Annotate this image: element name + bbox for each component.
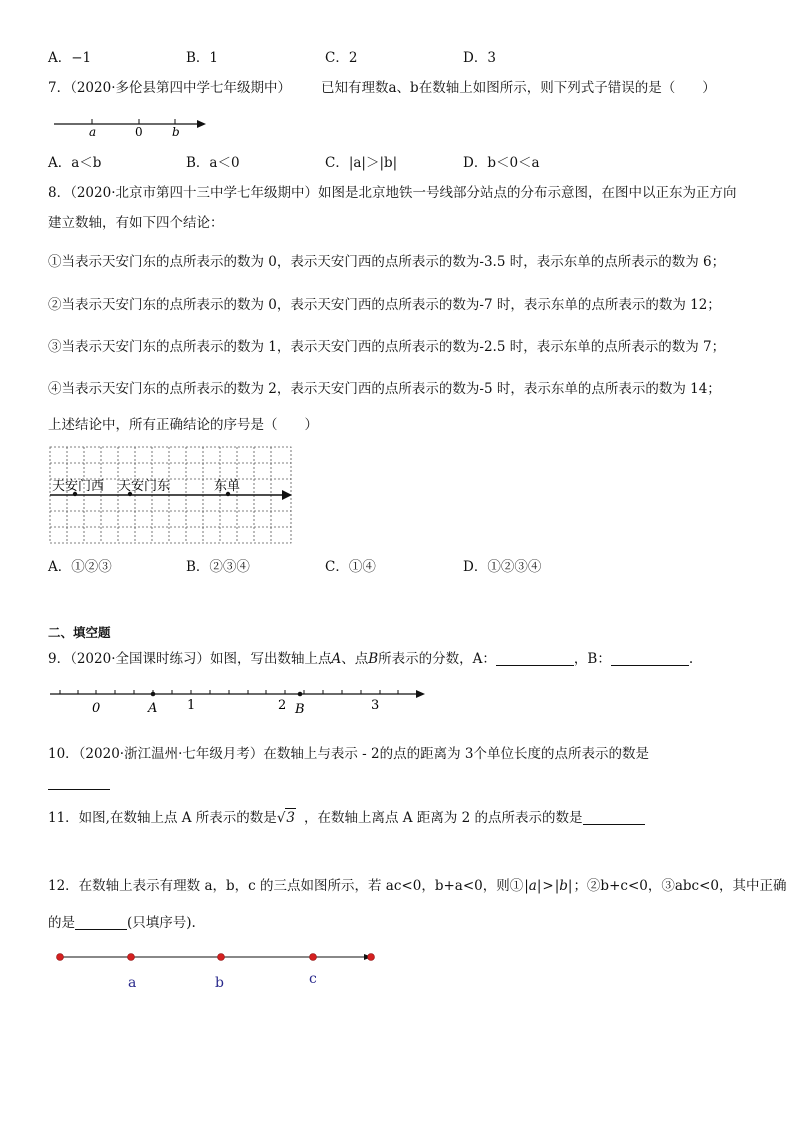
- q12-abs-a: |a|: [524, 878, 542, 894]
- q8-option-a: A．①②③: [48, 559, 112, 575]
- q7-axis-label-zero: 0: [135, 125, 143, 139]
- q9-mid2: 所表示的分数，A：: [378, 651, 496, 667]
- q8-conclusion-3: ③当表示天安门东的点所表示的数为 1，表示天安门西的点所表示的数为-2.5 时，表示东单的点所表示的数为 7；: [48, 339, 726, 355]
- q8-conclusion-4: ④当表示天安门东的点所表示的数为 2，表示天安门西的点所表示的数为-5 时，表示东单的点所表示的数为 14；: [48, 381, 721, 397]
- q9-axis-label-b: B: [295, 702, 305, 717]
- section-2-heading: 二、填空题: [48, 625, 111, 640]
- q6-option-b: B．1: [186, 50, 219, 66]
- q8-stem-line2: 建立数轴，有如下四个结论：: [48, 215, 224, 231]
- q8-option-c: C．①④: [325, 559, 376, 575]
- q8-option-b: B．②③④: [186, 559, 250, 575]
- q12-point-right-end: [368, 954, 375, 961]
- q12-abs-b: |b|: [554, 878, 573, 894]
- q9-axis-label-a: A: [148, 701, 158, 716]
- q8-number: 8．: [48, 185, 71, 201]
- q11-post: ，在数轴上离点 A 距离为 2 的点所表示的数是: [304, 810, 583, 826]
- q8-conclusion-2: ②当表示天安门东的点所表示的数为 0，表示天安门西的点所表示的数为-7 时，表示东单的点所表示的数为 12；: [48, 297, 721, 313]
- q8-source: （2020·北京市第四十三中学七年级期中）: [70, 185, 318, 201]
- q7-option-d: D．b＜0＜a: [463, 155, 540, 171]
- sqrt-sign: √: [276, 810, 286, 826]
- q7-option-c: C．|a|＞|b|: [325, 155, 398, 171]
- q12-line2-pre: 的是: [48, 915, 75, 931]
- q8-station-east: 天安门东: [118, 479, 171, 494]
- q7-option-a: A．a＜b: [48, 155, 102, 171]
- sqrt-value: 3: [286, 810, 296, 826]
- q9-prefix: 9．（2020·全国课时练习）如图，写出数轴上点: [48, 651, 332, 667]
- q7-option-b: B．a＜0: [186, 155, 240, 171]
- q9-axis-label-three: 3: [371, 698, 380, 713]
- q12-pre: 12．在数轴上表示有理数 a，b，c 的三点如图所示，若 ac<0，b+a<0，则①: [48, 878, 524, 894]
- q7-source: （2020·多伦县第四中学七年级期中）: [70, 80, 291, 96]
- q9-axis-label-zero: 0: [92, 701, 101, 716]
- q9-mid1: 、点: [341, 651, 369, 667]
- q7-number: 7．: [48, 80, 71, 96]
- q8-option-d: D．①②③④: [463, 559, 542, 575]
- q9-point-a: A: [331, 651, 342, 667]
- q12-axis-label-c: c: [309, 971, 317, 987]
- q6-option-c: C．2: [325, 50, 358, 66]
- q9-mid3: ，B：: [573, 651, 611, 667]
- q7-text: 已知有理数a、b在数轴上如图所示，则下列式子错误的是（ ）: [321, 80, 716, 96]
- q12-line2-post: (只填序号).: [127, 915, 196, 931]
- q11-pre: 11．如图,在数轴上点 A 所表示的数是: [48, 810, 277, 826]
- q6-option-d: D．3: [463, 50, 496, 66]
- q12-post: ；②b+c<0，③abc<0，其中正确: [573, 878, 787, 894]
- q6-option-a: A．−1: [48, 50, 92, 66]
- q9-axis-label-two: 2: [278, 698, 287, 713]
- q12-point-b: [218, 954, 225, 961]
- q12-point-a: [128, 954, 135, 961]
- q8-station-west: 天安门西: [52, 479, 105, 494]
- q9-axis-label-one: 1: [187, 698, 196, 713]
- q8-station-dongdan: 东单: [214, 479, 241, 494]
- q12-axis-label-a: a: [128, 975, 137, 991]
- q8-text1: 如图是北京地铁一号线部分站点的分布示意图，在图中以正东为正方向: [318, 185, 737, 201]
- q8-conclusion-1: ①当表示天安门东的点所表示的数为 0，表示天安门西的点所表示的数为-3.5 时，表示东单的点所表示的数为 6；: [48, 254, 726, 270]
- q7-axis-label-b: b: [172, 125, 180, 139]
- q12-point-c: [310, 954, 317, 961]
- q12-axis-label-b: b: [215, 975, 224, 991]
- q12-gt: >: [542, 878, 554, 894]
- q8-question: 上述结论中，所有正确结论的序号是（ ）: [48, 417, 318, 433]
- q7-axis-label-a: a: [89, 125, 97, 139]
- q12-point-left-end: [57, 954, 64, 961]
- q10-stem: 10．（2020·浙江温州·七年级月考）在数轴上与表示 - 2的点的距离为 3个单位长度的点所表示的数是: [48, 746, 649, 762]
- q9-suffix: .: [688, 651, 694, 667]
- q9-point-b: B: [368, 651, 379, 667]
